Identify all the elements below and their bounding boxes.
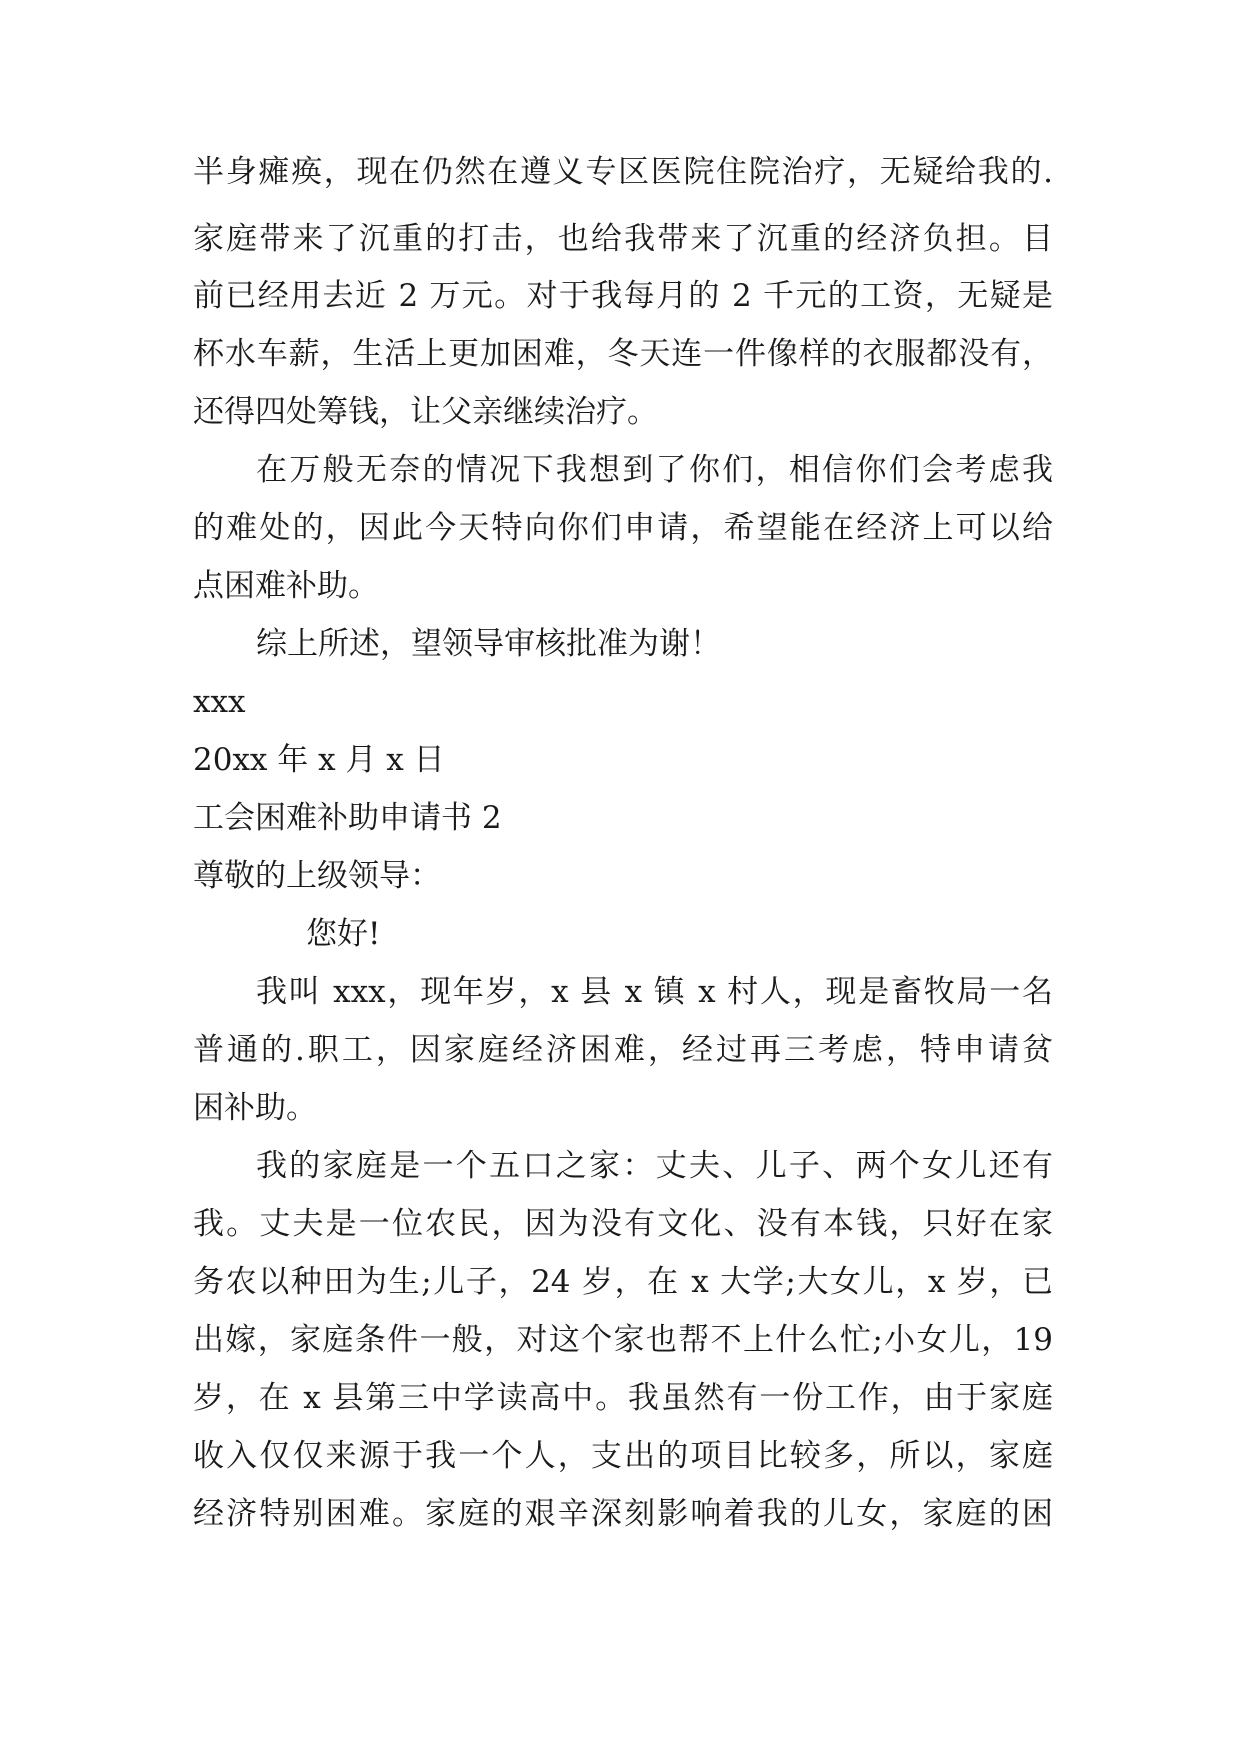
text-line: 家庭带来了沉重的打击，也给我带来了沉重的经济负担。目 — [193, 221, 1053, 257]
text-line: 前已经用去近 2 万元。对于我每月的 2 千元的工资，无疑是 — [193, 278, 1053, 314]
text-line: 收入仅仅来源于我一个人，支出的项目比较多，所以，家庭 — [193, 1438, 1053, 1474]
text-line: 半身瘫痪，现在仍然在遵义专区医院住院治疗，无疑给我的. — [193, 154, 1053, 190]
text-line: 还得四处筹钱，让父亲继续治疗。 — [193, 394, 658, 430]
salutation: 尊敬的上级领导： — [193, 858, 441, 894]
closing-line: 综上所述，望领导审核批准为谢！ — [256, 626, 721, 662]
paragraph-first-line: 我叫 xxx，现年岁，x 县 x 镇 x 村人，现是畜牧局一名 — [256, 974, 1053, 1010]
greeting: 您好! — [306, 916, 381, 952]
paragraph-first-line: 我的家庭是一个五口之家：丈夫、儿子、两个女儿还有 — [256, 1148, 1053, 1184]
text-line: 杯水车薪，生活上更加困难，冬天连一件像样的衣服都没有， — [193, 336, 1053, 372]
section-title: 工会困难补助申请书 2 — [193, 800, 502, 836]
text-line: 务农以种田为生;儿子，24 岁，在 x 大学;大女儿，x 岁，已 — [193, 1264, 1053, 1300]
signature-name: xxx — [193, 684, 246, 720]
paragraph-first-line: 在万般无奈的情况下我想到了你们，相信你们会考虑我 — [256, 452, 1053, 488]
text-line: 岁，在 x 县第三中学读高中。我虽然有一份工作，由于家庭 — [193, 1380, 1053, 1416]
date-line: 20xx 年 x 月 x 日 — [193, 742, 445, 778]
text-line: 普通的.职工，因家庭经济困难，经过再三考虑，特申请贫 — [193, 1032, 1053, 1068]
text-line: 我。丈夫是一位农民，因为没有文化、没有本钱，只好在家 — [193, 1206, 1053, 1242]
text-line: 出嫁，家庭条件一般，对这个家也帮不上什么忙;小女儿，19 — [193, 1322, 1053, 1358]
text-line: 的难处的，因此今天特向你们申请，希望能在经济上可以给 — [193, 510, 1053, 546]
text-line: 经济特别困难。家庭的艰辛深刻影响着我的儿女，家庭的困 — [193, 1496, 1053, 1532]
text-line: 点困难补助。 — [193, 568, 379, 604]
text-line: 困补助。 — [193, 1090, 317, 1126]
